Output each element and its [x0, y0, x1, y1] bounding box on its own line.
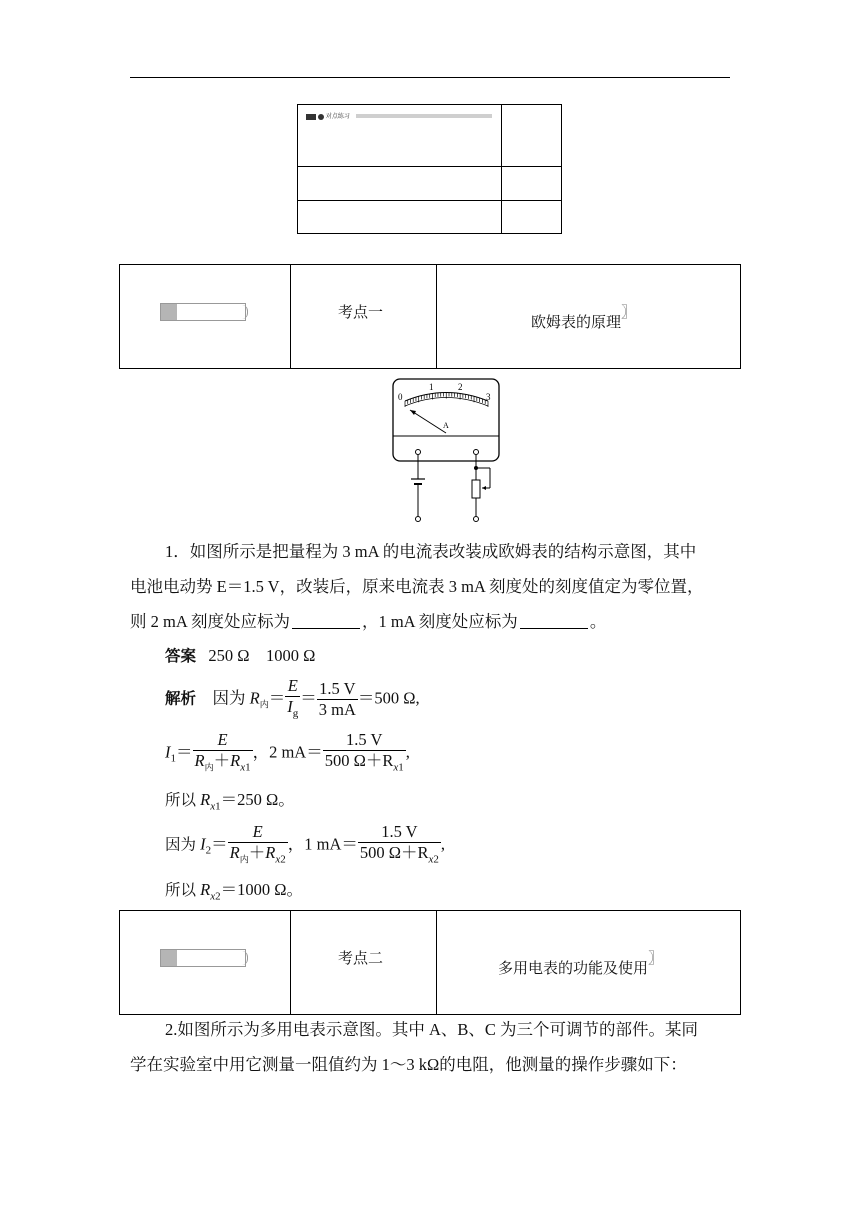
section-title: 多用电表的功能及使用〗 — [498, 949, 664, 977]
tick-label: 2 — [458, 382, 463, 392]
meter-needle — [410, 410, 446, 433]
question-1-line-3: 则 2 mA 刻度处应标为 ，1 mA 刻度处应标为 。 — [130, 612, 607, 631]
tick-label: 1 — [429, 382, 434, 392]
needle-label: A — [443, 421, 449, 430]
analysis-line-1: 解析 因为 $R_内=$ $\frac{E}{I_g}$ ＝ $\frac{1.5 V}{3 mA}$ ＝500 Ω, — [165, 676, 420, 720]
section-label: 考点一 — [338, 303, 384, 321]
analysis-line-5: 所以 $R_{x2}=1000$ Ω。 — [165, 880, 304, 903]
section-header-2 — [119, 910, 741, 1015]
analysis-line-3: 所以 $R_{x1}=250$ Ω。 — [165, 790, 295, 813]
practice-header-table — [297, 104, 562, 234]
tick-label: 3 — [486, 392, 491, 402]
question-1-line-2: 电池电动势 E＝1.5 V，改装后，原来电流表 3 mA 刻度处的刻度值定为零位置， — [130, 577, 704, 596]
section-badge — [160, 949, 246, 967]
analysis-line-4: 因为 $I_2=$ $\frac{E}{R_内+R_{x2}}$ ，1 mA＝ $\frac{1.5 V}{500 \Omega+R_{x2}}$ , — [165, 822, 446, 866]
practice-tag-bar — [356, 114, 492, 118]
analysis-line-2: $I_1=$ $\frac{E}{R_内+R_{x1}}$ ，2 mA＝ $\frac{1.5 V}{500 \Omega+R_{x1}}$ , — [165, 730, 410, 774]
section-title: 欧姆表的原理〗 — [531, 303, 637, 331]
section-label: 考点二 — [338, 949, 384, 967]
tick-label: 0 — [398, 392, 403, 402]
question-2-line-2: 学在实验室中用它测量一阻值约为 1～3 kΩ的电阻，他测量的操作步骤如下： — [130, 1055, 687, 1074]
section-header-1 — [119, 264, 741, 369]
header-rule — [130, 77, 730, 78]
practice-tag: 对点练习 — [306, 111, 350, 120]
ohmmeter-diagram — [388, 376, 503, 526]
section-badge — [160, 303, 246, 321]
question-1-line-1: 1．如图所示是把量程为 3 mA 的电流表改装成欧姆表的结构示意图，其中 — [165, 542, 697, 561]
question-2-line-1: 2.如图所示为多用电表示意图。其中 A、B、C 为三个可调节的部件。某同 — [165, 1020, 699, 1039]
answer-blank[interactable] — [292, 610, 360, 629]
answer-blank[interactable] — [520, 610, 588, 629]
answer-line: 答案 250 Ω 1000 Ω — [165, 646, 316, 665]
